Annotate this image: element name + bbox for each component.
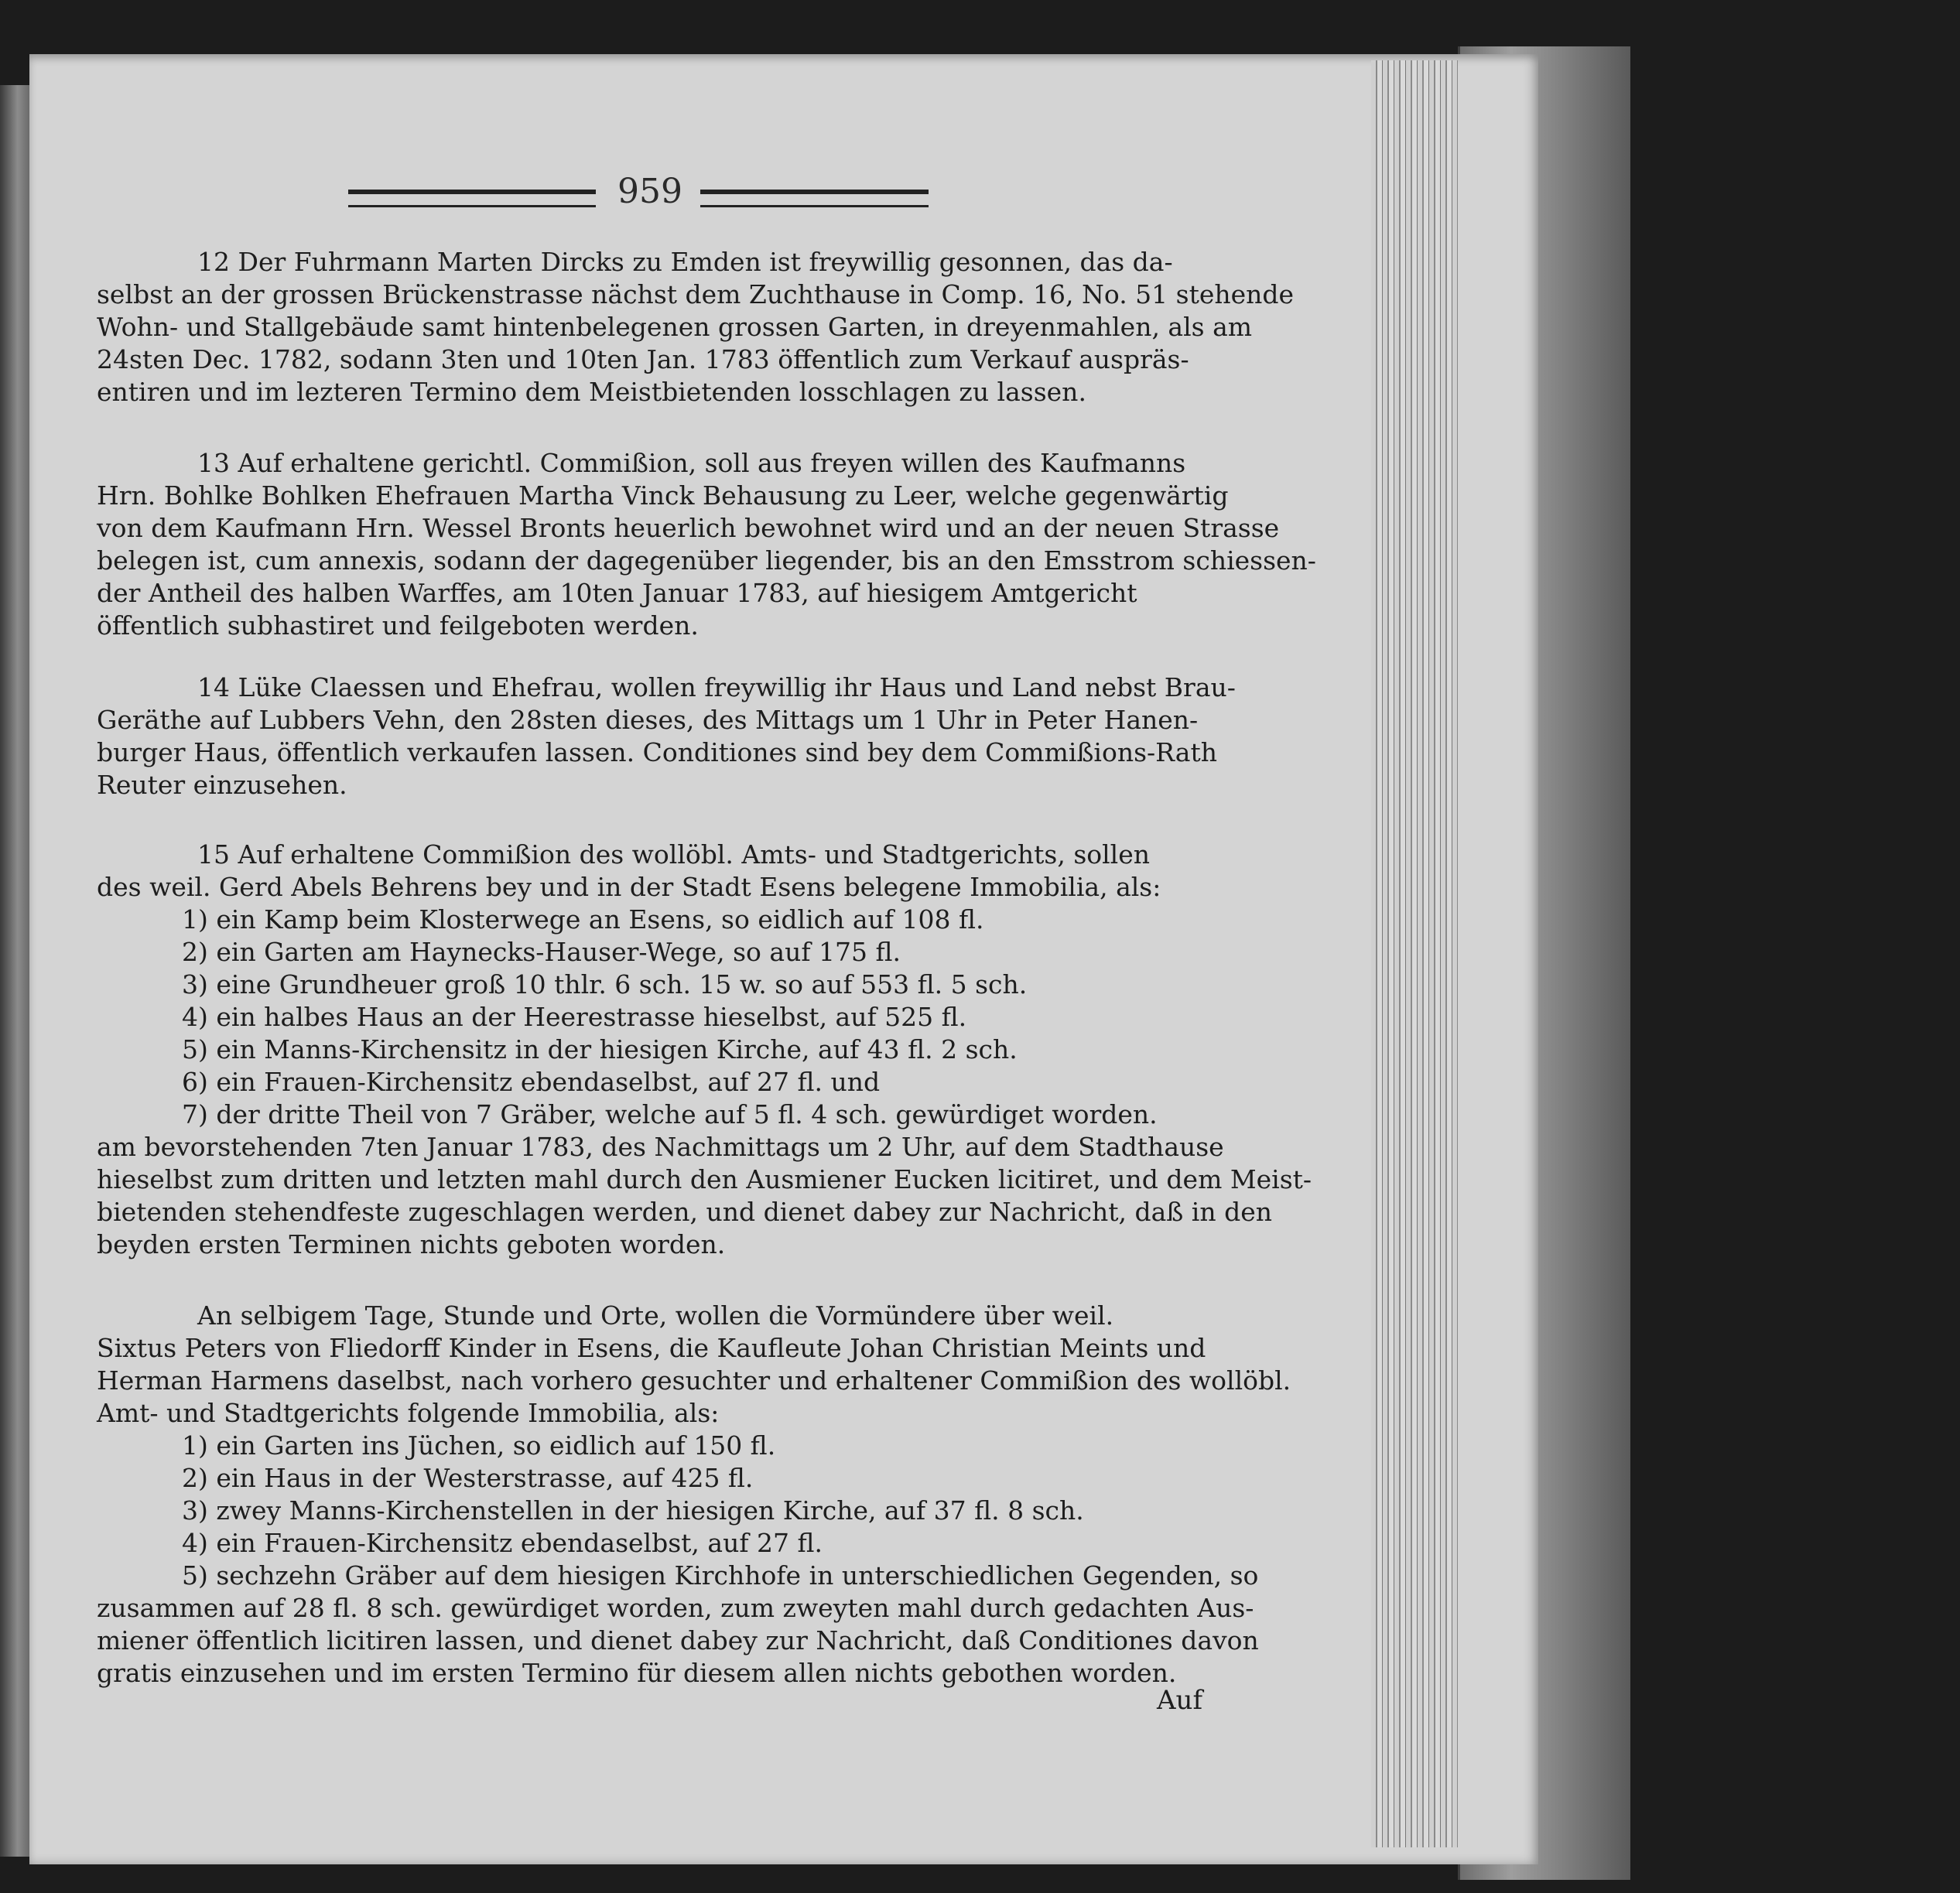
text-line: belegen ist, cum annexis, sodann der dagegenüber liegender, bis an den Emsstrom schiessen- xyxy=(97,545,1316,576)
list-item: 4) ein halbes Haus an der Heerestrasse hieselbst, auf 525 fl. xyxy=(182,1002,967,1032)
text-line: Amt- und Stadtgerichts folgende Immobilia, als: xyxy=(97,1398,720,1428)
list-item: 6) ein Frauen-Kirchensitz ebendaselbst, auf 27 fl. und xyxy=(182,1067,881,1097)
text-line: 15 Auf erhaltene Commißion des wollöbl. Amts- und Stadtgerichts, sollen xyxy=(197,839,1151,870)
text-line: 12 Der Fuhrmann Marten Dircks zu Emden ist freywillig gesonnen, das da- xyxy=(197,247,1173,277)
text-line: gratis einzusehen und im ersten Termino für diesem allen nichts gebothen worden. xyxy=(97,1658,1177,1688)
notice-esens-guardians xyxy=(97,1300,1291,1690)
list-item: 1) ein Kamp beim Klosterwege an Esens, so eidlich auf 108 fl. xyxy=(182,904,984,935)
notice-12 xyxy=(97,246,1295,408)
list-item: 3) eine Grundheuer groß 10 thlr. 6 sch. 15 w. so auf 553 fl. 5 sch. xyxy=(182,969,1028,999)
list-item: 7) der dritte Theil von 7 Gräber, welche auf 5 fl. 4 sch. gewürdiget worden. xyxy=(182,1099,1158,1129)
text-line: miener öffentlich licitiren lassen, und dienet dabey zur Nachricht, daß Conditiones davon xyxy=(97,1625,1259,1656)
list-item: 4) ein Frauen-Kirchensitz ebendaselbst, auf 27 fl. xyxy=(182,1528,823,1558)
text-line: von dem Kaufmann Hrn. Wessel Bronts heuerlich bewohnet wird und an der neuen Strasse xyxy=(97,513,1280,543)
text-line: entiren und im lezteren Termino dem Meistbietenden losschlagen zu lassen. xyxy=(97,377,1086,407)
text-line: Hrn. Bohlke Bohlken Ehefrauen Martha Vinck Behausung zu Leer, welche gegenwärtig xyxy=(97,480,1229,511)
text-line: selbst an der grossen Brückenstrasse nächst dem Zuchthause in Comp. 16, No. 51 stehende xyxy=(97,279,1295,309)
text-line: 13 Auf erhaltene gerichtl. Commißion, soll aus freyen willen des Kaufmanns xyxy=(197,448,1186,478)
text-line: burger Haus, öffentlich verkaufen lassen. Conditiones sind bey dem Commißions-Rath xyxy=(97,737,1217,767)
text-line: am bevorstehenden 7ten Januar 1783, des Nachmittags um 2 Uhr, auf dem Stadthause xyxy=(97,1132,1224,1162)
list-item: 5) sechzehn Gräber auf dem hiesigen Kirchhofe in unterschiedlichen Gegenden, so xyxy=(182,1560,1259,1591)
notice-14 xyxy=(97,671,1250,801)
text-line: Sixtus Peters von Fliedorff Kinder in Esens, die Kaufleute Johan Christian Meints und xyxy=(97,1333,1206,1363)
list-item: 5) ein Manns-Kirchensitz in der hiesigen Kirche, auf 43 fl. 2 sch. xyxy=(182,1034,1018,1064)
text-line: öffentlich subhastiret und feilgeboten werden. xyxy=(97,610,699,641)
notice-15 xyxy=(97,839,1312,1261)
list-item: 2) ein Garten am Haynecks-Hauser-Wege, so auf 175 fl. xyxy=(182,937,901,967)
list-item: 3) zwey Manns-Kirchenstellen in der hiesigen Kirche, auf 37 fl. 8 sch. xyxy=(182,1495,1084,1526)
text-line: beyden ersten Terminen nichts geboten worden. xyxy=(97,1229,726,1259)
text-line: Wohn- und Stallgebäude samt hintenbelegenen grossen Garten, in dreyenmahlen, als am xyxy=(97,312,1253,342)
list-item: 1) ein Garten ins Jüchen, so eidlich auf 150 fl. xyxy=(182,1430,776,1461)
catchword: Auf xyxy=(1157,1685,1203,1716)
text-line: Herman Harmens daselbst, nach vorhero gesuchter und erhaltener Commißion des wollöbl. xyxy=(97,1365,1291,1396)
text-line: Geräthe auf Lubbers Vehn, den 28sten dieses, des Mittags um 1 Uhr in Peter Hanen- xyxy=(97,705,1199,735)
text-line: 14 Lüke Claessen und Ehefrau, wollen freywillig ihr Haus und Land nebst Brau- xyxy=(197,672,1236,702)
list-item: 2) ein Haus in der Westerstrasse, auf 425 fl. xyxy=(182,1463,754,1493)
text-line: bietenden stehendfeste zugeschlagen werden, und dienet dabey zur Nachricht, daß in den xyxy=(97,1197,1272,1227)
facing-page-edge xyxy=(0,85,29,1857)
page-stack-edge xyxy=(1371,60,1458,1847)
header-rule-left xyxy=(348,190,596,207)
text-line: zusammen auf 28 fl. 8 sch. gewürdiget worden, zum zweyten mahl durch gedachten Aus- xyxy=(97,1593,1254,1623)
page-number: 959 xyxy=(617,172,682,211)
text-line: 24sten Dec. 1782, sodann 3ten und 10ten Jan. 1783 öffentlich zum Verkauf auspräs- xyxy=(97,344,1189,374)
header-rule-right xyxy=(700,190,929,207)
text-line: hieselbst zum dritten und letzten mahl durch den Ausmiener Eucken licitiret, und dem Meist- xyxy=(97,1164,1312,1194)
text-line: des weil. Gerd Abels Behrens bey und in der Stadt Esens belegene Immobilia, als: xyxy=(97,872,1161,902)
text-line: der Antheil des halben Warffes, am 10ten Januar 1783, auf hiesigem Amtgericht xyxy=(97,578,1137,608)
notice-13 xyxy=(97,447,1316,642)
text-line: Reuter einzusehen. xyxy=(97,770,347,800)
text-line: An selbigem Tage, Stunde und Orte, wollen die Vormündere über weil. xyxy=(197,1300,1114,1331)
